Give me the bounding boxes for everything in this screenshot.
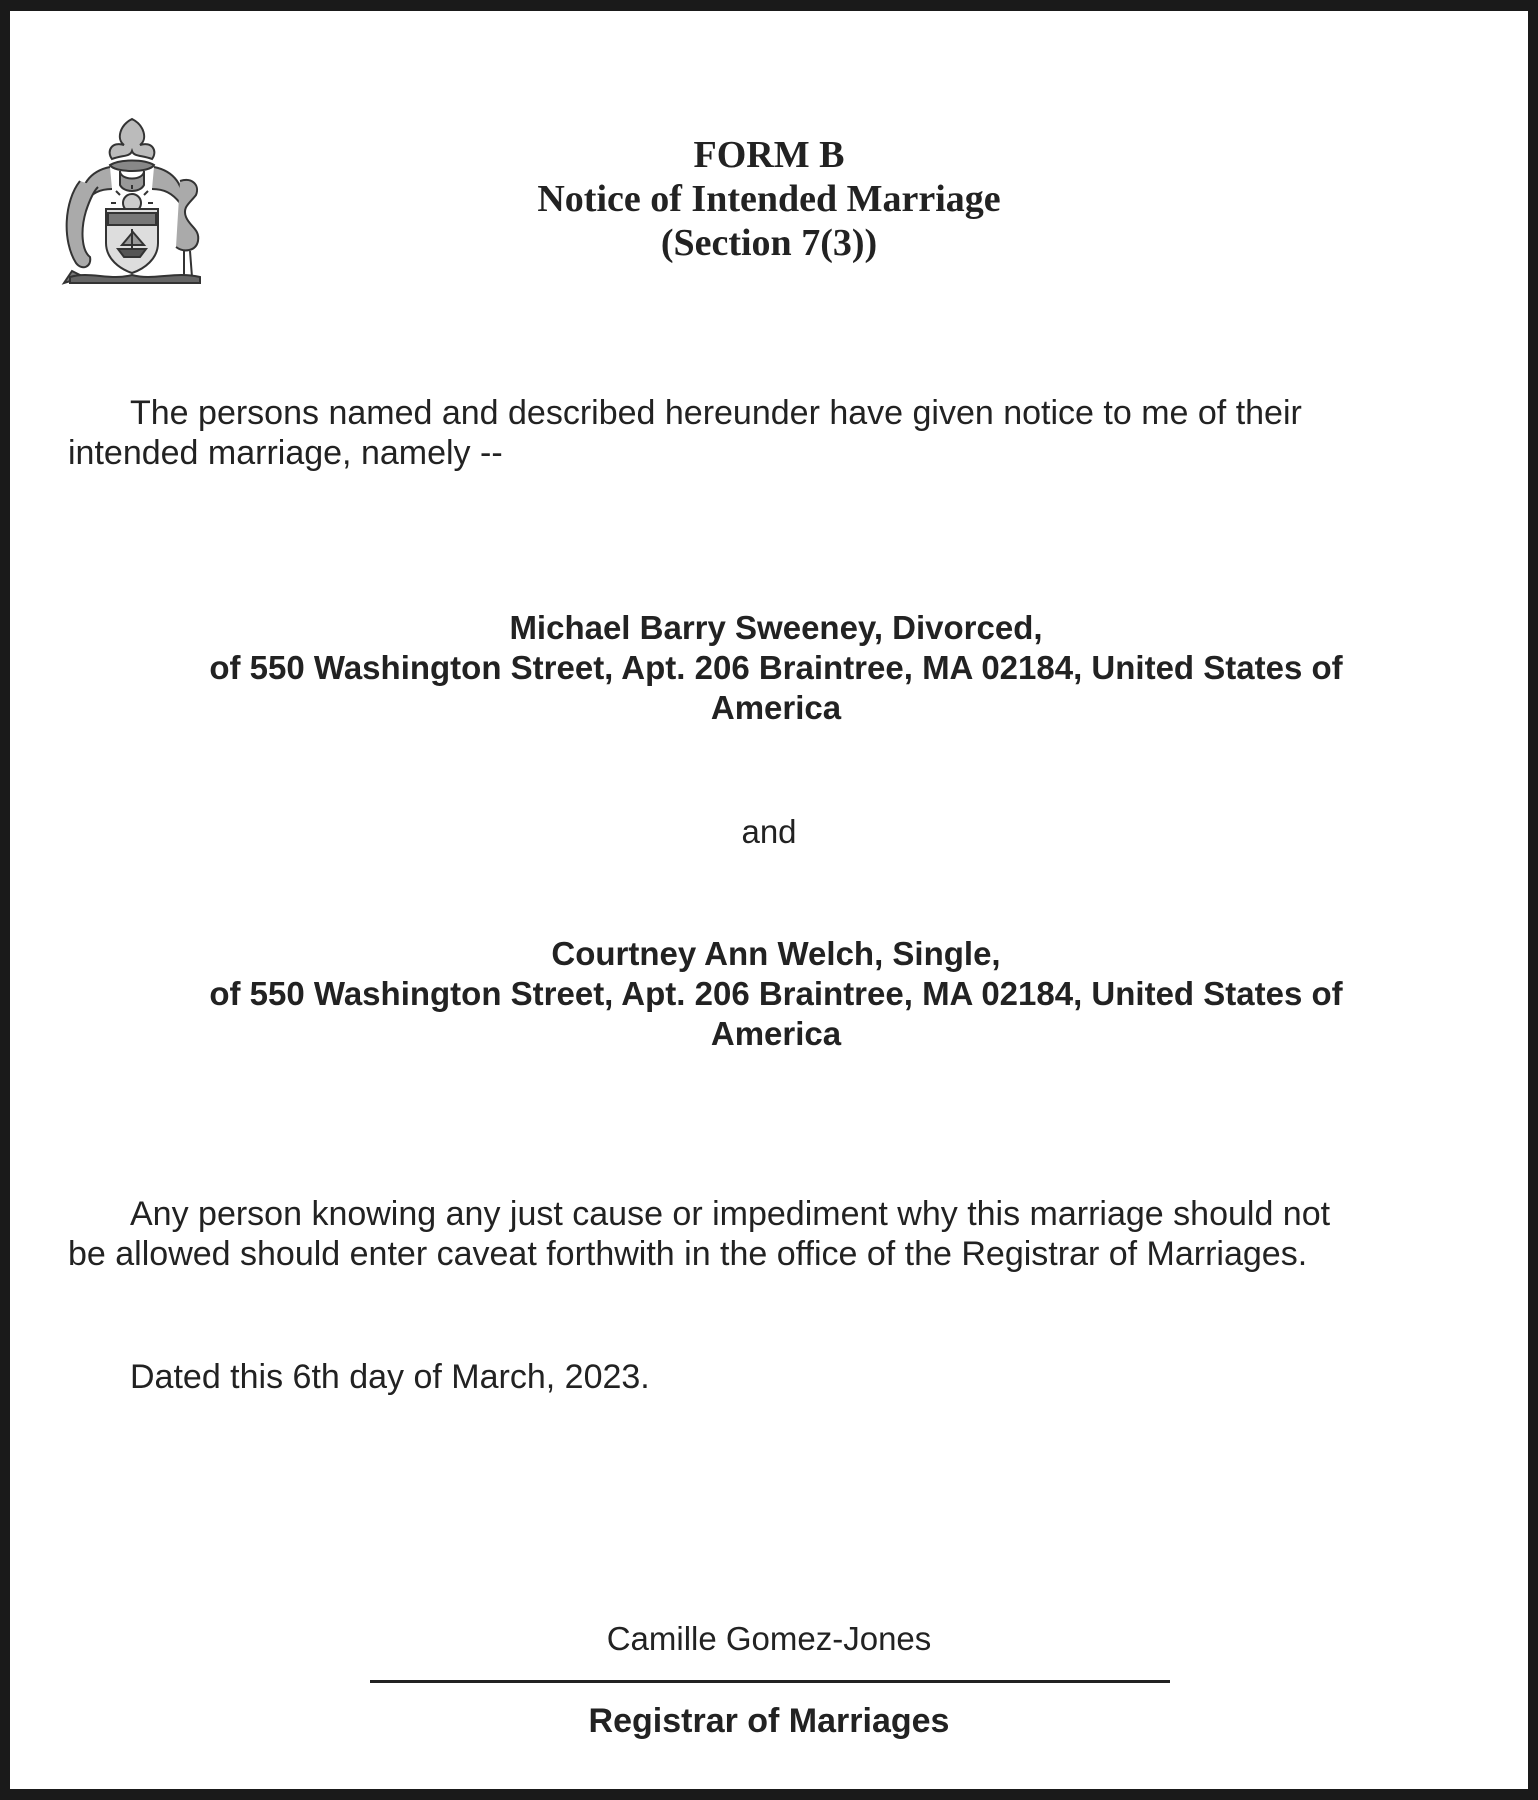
dated-line: Dated this 6th day of March, 2023. — [130, 1358, 650, 1396]
intro-line-2: intended marriage, namely -- — [68, 434, 503, 472]
form-number: FORM B — [693, 134, 845, 176]
signatory-title: Registrar of Marriages — [588, 1702, 950, 1740]
party-2 — [68, 934, 1484, 1054]
party-2-address-line-2: America — [710, 1015, 842, 1052]
caveat-line-2: be allowed should enter caveat forthwith in the office of the Registrar of Marriages. — [68, 1235, 1308, 1273]
party-1-name: Michael Barry Sweeney, Divorced, — [509, 609, 1043, 646]
party-1-address-line-1: of 550 Washington Street, Apt. 206 Braintree, MA 02184, United States of — [209, 649, 1343, 686]
caveat-line-1: Any person knowing any just cause or impediment why this marriage should not — [130, 1195, 1331, 1233]
intro-paragraph — [68, 393, 1488, 473]
signatory-name: Camille Gomez-Jones — [606, 1620, 932, 1657]
form-section: (Section 7(3)) — [660, 222, 878, 264]
signature-line — [370, 1680, 1170, 1683]
party-1 — [68, 608, 1484, 728]
form-title: Notice of Intended Marriage — [537, 178, 1001, 220]
conjunction: and — [741, 813, 797, 850]
caveat-paragraph — [68, 1194, 1488, 1274]
party-2-address-line-1: of 550 Washington Street, Apt. 206 Braintree, MA 02184, United States of — [209, 975, 1343, 1012]
party-1-address-line-2: America — [710, 689, 842, 726]
party-2-name: Courtney Ann Welch, Single, — [551, 935, 1001, 972]
form-header — [10, 133, 1528, 265]
intro-line-1: The persons named and described hereunder have given notice to me of their — [130, 394, 1302, 432]
